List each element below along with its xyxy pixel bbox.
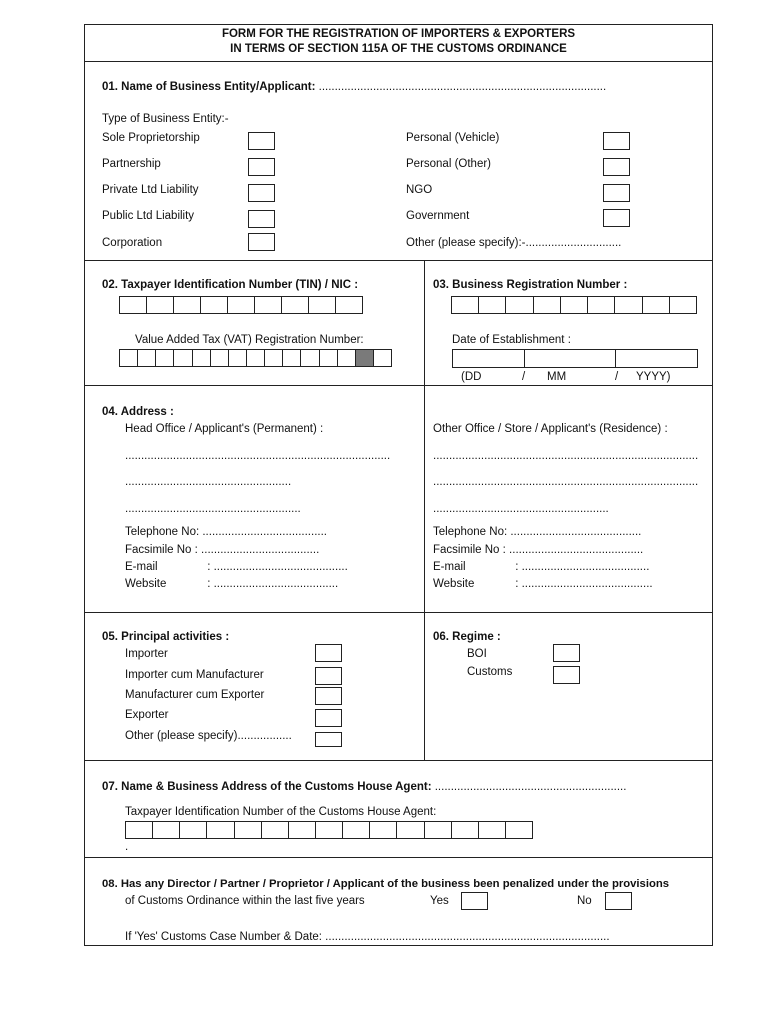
- principal-activities-label: 05. Principal activities :: [102, 631, 230, 643]
- regime-boi: BOI: [467, 648, 487, 660]
- personal-other-checkbox[interactable]: [603, 158, 630, 176]
- other-office-line[interactable]: ...................................................................................: [433, 476, 699, 488]
- date-format-mm: MM: [547, 371, 567, 383]
- importer-checkbox[interactable]: [315, 644, 342, 662]
- partnership-checkbox[interactable]: [248, 158, 275, 176]
- telephone-label: Telephone No:: [125, 526, 200, 538]
- date-format-slash: /: [522, 371, 526, 383]
- website-field[interactable]: : .......................................: [204, 578, 339, 590]
- business-name-field[interactable]: ..........................................................................................: [318, 81, 607, 93]
- customs-agent-row: [102, 780, 626, 794]
- facsimile-row: [125, 543, 319, 557]
- address-label: 04. Address :: [102, 406, 174, 418]
- entity-type-label: Type of Business Entity:-: [102, 113, 229, 125]
- customs-agent-field[interactable]: ............................................................: [434, 781, 627, 793]
- exporter-checkbox[interactable]: [315, 709, 342, 727]
- penalty-question: 08. Has any Director / Partner / Proprietor / Applicant of the business been penalized under the provisions: [102, 878, 670, 890]
- website-field[interactable]: : .........................................: [512, 578, 653, 590]
- no-checkbox[interactable]: [605, 892, 632, 910]
- website-row: [125, 577, 338, 591]
- yes-label: Yes: [430, 895, 449, 907]
- other-activity-checkbox[interactable]: [315, 732, 342, 747]
- divider: [85, 612, 712, 613]
- head-office-line[interactable]: .......................................................: [125, 503, 301, 515]
- agent-tin-label: Taxpayer Identification Number of the Customs House Agent:: [125, 806, 437, 818]
- date-field[interactable]: [452, 349, 698, 368]
- customs-checkbox[interactable]: [553, 666, 580, 684]
- telephone-field[interactable]: .......................................: [199, 526, 327, 538]
- facsimile-field[interactable]: : .....................................: [191, 544, 320, 556]
- activity-importer: Importer: [125, 648, 168, 660]
- option-ngo: NGO: [406, 184, 433, 196]
- website-row: [433, 577, 653, 591]
- divider: [85, 260, 712, 261]
- boi-checkbox[interactable]: [553, 644, 580, 662]
- importer-manufacturer-checkbox[interactable]: [315, 667, 342, 685]
- option-corporation: Corporation: [102, 237, 163, 249]
- option-sole-proprietorship: Sole Proprietorship: [102, 132, 200, 144]
- option-personal-vehicle: Personal (Vehicle): [406, 132, 500, 144]
- other-office-label: Other Office / Store / Applicant's (Residence) :: [433, 423, 668, 435]
- trailing-dot: .: [125, 841, 129, 853]
- head-office-label: Head Office / Applicant's (Permanent) :: [125, 423, 324, 435]
- email-row: [433, 560, 649, 574]
- tin-field[interactable]: [119, 296, 363, 314]
- option-government: Government: [406, 210, 470, 222]
- date-format-dd: (DD: [461, 371, 482, 383]
- divider: [85, 760, 712, 761]
- vat-label: Value Added Tax (VAT) Registration Number:: [135, 334, 364, 346]
- activity-other[interactable]: Other (please specify).................: [125, 730, 292, 742]
- email-field[interactable]: : ........................................: [512, 561, 650, 573]
- agent-tin-field[interactable]: [125, 821, 533, 839]
- option-partnership: Partnership: [102, 158, 161, 170]
- email-field[interactable]: : ..........................................: [204, 561, 348, 573]
- date-label: Date of Establishment :: [452, 334, 571, 346]
- customs-agent-label: 07. Name & Business Address of the Customs House Agent:: [102, 781, 435, 793]
- option-other-specify[interactable]: Other (please specify):-..............................: [406, 237, 622, 249]
- option-personal-other: Personal (Other): [406, 158, 492, 170]
- option-private-ltd: Private Ltd Liability: [102, 184, 199, 196]
- other-office-line[interactable]: .......................................................: [433, 503, 609, 515]
- divider: [85, 61, 712, 62]
- facsimile-label: Facsimile No: [433, 544, 500, 556]
- regime-label: 06. Regime :: [433, 631, 501, 643]
- column-divider: [424, 612, 425, 760]
- corporation-checkbox[interactable]: [248, 233, 275, 251]
- head-office-line[interactable]: ...................................................................................: [125, 450, 391, 462]
- email-row: [125, 560, 348, 574]
- email-label: E-mail: [433, 561, 466, 573]
- yes-checkbox[interactable]: [461, 892, 488, 910]
- personal-vehicle-checkbox[interactable]: [603, 132, 630, 150]
- other-office-line[interactable]: ...................................................................................: [433, 450, 699, 462]
- email-label: E-mail: [125, 561, 158, 573]
- regime-customs: Customs: [467, 666, 513, 678]
- brn-label: 03. Business Registration Number :: [433, 279, 628, 291]
- ngo-checkbox[interactable]: [603, 184, 630, 202]
- telephone-row: [125, 525, 327, 539]
- manufacturer-exporter-checkbox[interactable]: [315, 687, 342, 705]
- activity-exporter: Exporter: [125, 709, 169, 721]
- sole-proprietorship-checkbox[interactable]: [248, 132, 275, 150]
- date-format-slash: /: [615, 371, 619, 383]
- facsimile-row: [433, 543, 643, 557]
- registration-form: [84, 24, 713, 946]
- telephone-label: Telephone No:: [433, 526, 508, 538]
- head-office-line[interactable]: ....................................................: [125, 476, 292, 488]
- vat-field[interactable]: [119, 349, 392, 367]
- tin-label: 02. Taxpayer Identification Number (TIN) / NIC :: [102, 279, 359, 291]
- website-label: Website: [125, 578, 167, 590]
- business-name-label: 01. Name of Business Entity/Applicant:: [102, 81, 319, 93]
- website-label: Website: [433, 578, 475, 590]
- brn-field[interactable]: [451, 296, 697, 314]
- column-divider: [424, 260, 425, 612]
- date-format-yyyy: YYYY): [636, 371, 671, 383]
- government-checkbox[interactable]: [603, 209, 630, 227]
- private-ltd-checkbox[interactable]: [248, 184, 275, 202]
- case-number-field[interactable]: If 'Yes' Customs Case Number & Date: .........................................................................................: [125, 931, 610, 943]
- form-title-line2: IN TERMS OF SECTION 115A OF THE CUSTOMS ORDINANCE: [230, 43, 567, 55]
- no-label: No: [577, 895, 592, 907]
- activity-importer-manufacturer: Importer cum Manufacturer: [125, 669, 264, 681]
- facsimile-field[interactable]: : ..........................................: [499, 544, 644, 556]
- telephone-field[interactable]: .........................................: [507, 526, 642, 538]
- penalty-question-line2: of Customs Ordinance within the last five years: [125, 895, 365, 907]
- activity-manufacturer-exporter: Manufacturer cum Exporter: [125, 689, 265, 701]
- divider: [85, 385, 712, 386]
- business-name-row: [102, 80, 606, 94]
- public-ltd-checkbox[interactable]: [248, 210, 275, 228]
- form-title-line1: FORM FOR THE REGISTRATION OF IMPORTERS & EXPORTERS: [221, 28, 576, 40]
- divider: [85, 857, 712, 858]
- option-public-ltd: Public Ltd Liability: [102, 210, 195, 222]
- facsimile-label: Facsimile No: [125, 544, 192, 556]
- telephone-row: [433, 525, 641, 539]
